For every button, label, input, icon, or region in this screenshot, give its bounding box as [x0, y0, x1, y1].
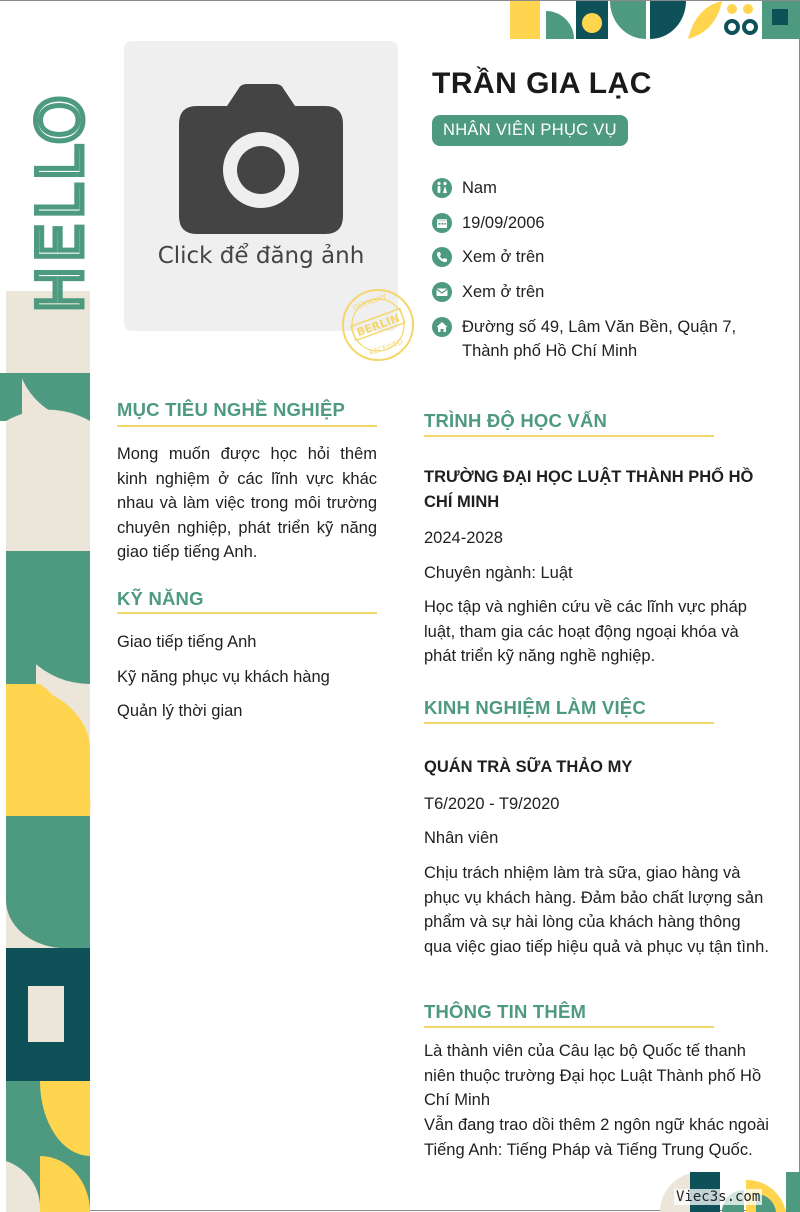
email-icon: [432, 282, 452, 302]
camera-icon: [179, 84, 343, 234]
skills-title: KỸ NĂNG: [117, 588, 204, 609]
berlin-stamp: [340, 287, 416, 363]
info-phone: [432, 245, 762, 269]
additional-info-line: Là thành viên của Câu lạc bộ Quốc tế thanh niên thuộc trường Đại học Luật Thành phố Hồ Chí Minh: [424, 1042, 762, 1109]
education-description: Học tập và nghiên cứu về các lĩnh vực pháp luật, tham gia các hoạt động ngoại khóa và phát triển kỹ năng nghề nghiệp.: [424, 598, 747, 665]
job-title-badge: NHÂN VIÊN PHỤC VỤ: [432, 115, 628, 146]
experience-divider: [424, 722, 714, 724]
experience-period: T6/2020 - T9/2020: [424, 795, 560, 813]
gender-icon: [432, 178, 452, 198]
skill-item: Kỹ năng phục vụ khách hàng: [117, 668, 330, 686]
svg-text:HELLO: HELLO: [24, 91, 97, 313]
photo-upload-label[interactable]: Click để đăng ảnh: [157, 243, 365, 269]
gender-value: Nam: [462, 179, 497, 197]
objective-divider: [117, 425, 377, 427]
phone-icon: [432, 247, 452, 267]
education-title: TRÌNH ĐỘ HỌC VẤN: [424, 410, 608, 431]
skill-item: Giao tiếp tiếng Anh: [117, 633, 257, 651]
home-icon: [432, 317, 452, 337]
phone-value: Xem ở trên: [462, 248, 545, 266]
experience-company: QUÁN TRÀ SỮA THẢO MY: [424, 758, 633, 776]
additional-info-divider: [424, 1026, 714, 1028]
objective-text: Mong muốn được học hỏi thêm kinh nghiệm ở các lĩnh vực khác nhau và làm việc trong môi trường chuyên nghiệp, phát triển kỹ năng giao tiếp tiếng Anh.: [117, 445, 377, 561]
info-email: [432, 280, 762, 304]
objective-title: MỤC TIÊU NGHỀ NGHIỆP: [117, 399, 346, 420]
education-major: Chuyên ngành: Luật: [424, 564, 573, 582]
svg-text:RECEIVED: RECEIVED: [368, 337, 405, 358]
info-birthday: [432, 211, 762, 235]
additional-info-line: Vẫn đang trao dồi thêm 2 ngôn ngữ khác ngoài Tiếng Anh: Tiếng Pháp và Tiếng Trung Quốc.: [424, 1116, 769, 1159]
education-period: 2024-2028: [424, 529, 503, 547]
experience-description: Chịu trách nhiệm làm trà sữa, giao hàng và phục vụ khách hàng. Đảm bảo chất lượng sản phẩm và sự hài lòng của khách hàng thông qua việc giao tiếp hiệu quả và phục vụ tận tình.: [424, 864, 769, 956]
address-value: Đường số 49, Lâm Văn Bền, Quận 7, Thành phố Hồ Chí Minh: [462, 318, 737, 360]
watermark: Viec3s.com: [676, 1189, 761, 1205]
info-address: [432, 315, 762, 363]
svg-text:GERMANY: GERMANY: [351, 292, 388, 313]
candidate-name: TRẦN GIA LẠC: [432, 67, 652, 100]
top-decorative-shapes: [510, 1, 800, 39]
skill-item: Quản lý thời gian: [117, 702, 243, 720]
additional-info-title: THÔNG TIN THÊM: [424, 1001, 587, 1022]
education-divider: [424, 435, 714, 437]
email-value: Xem ở trên: [462, 283, 545, 301]
birthday-value: 19/09/2006: [462, 214, 545, 232]
hello-decorative-text: [24, 41, 97, 321]
experience-position: Nhân viên: [424, 829, 499, 847]
svg-text:BERLIN: BERLIN: [354, 311, 402, 340]
calendar-icon: [432, 213, 452, 233]
experience-title: KINH NGHIỆM LÀM VIỆC: [424, 697, 646, 718]
skills-divider: [117, 612, 377, 614]
info-gender: [432, 176, 762, 200]
education-school: TRƯỜNG ĐẠI HỌC LUẬT THÀNH PHỐ HỒ CHÍ MINH: [424, 468, 754, 511]
